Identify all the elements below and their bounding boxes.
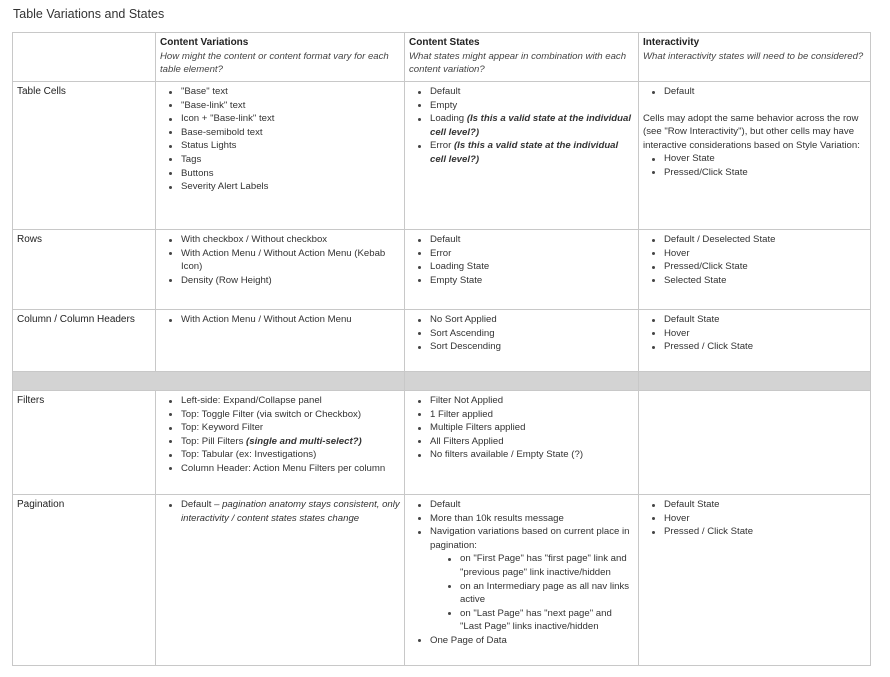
header-content-variations bbox=[156, 33, 405, 82]
list-item: Default State bbox=[664, 498, 866, 512]
list-item: Pressed / Click State bbox=[664, 340, 866, 354]
list-item: Filter Not Applied bbox=[430, 394, 634, 408]
row-label: Pagination bbox=[13, 495, 156, 666]
list-item: Hover bbox=[664, 247, 866, 261]
list-item: Hover State bbox=[664, 152, 866, 166]
list-item: Severity Alert Labels bbox=[181, 180, 400, 194]
list-item: on an Intermediary page as all nav links active bbox=[460, 580, 634, 607]
item-text: Top: Pill Filters bbox=[181, 435, 247, 447]
states-cell bbox=[405, 391, 639, 495]
item-text: Default – bbox=[181, 499, 223, 510]
list-item: Loading State bbox=[430, 260, 634, 274]
header-subtitle: What states might appear in combination with each content variation? bbox=[409, 50, 627, 76]
states-cell bbox=[405, 230, 639, 310]
header-empty-cell bbox=[13, 33, 156, 82]
variations-table bbox=[12, 32, 871, 666]
interactivity-list bbox=[643, 85, 866, 99]
variations-list bbox=[160, 233, 400, 287]
list-item: Status Lights bbox=[181, 139, 400, 153]
variations-list bbox=[160, 394, 400, 476]
header-title: Content States bbox=[409, 37, 480, 48]
list-item: No Sort Applied bbox=[430, 313, 634, 327]
list-item: Error bbox=[430, 247, 634, 261]
header-interactivity bbox=[639, 33, 871, 82]
list-item: Sort Ascending bbox=[430, 327, 634, 341]
separator-cell bbox=[639, 372, 871, 391]
list-item: Default bbox=[430, 233, 634, 247]
table-header-row bbox=[13, 33, 871, 82]
list-item: With Action Menu / Without Action Menu (Kebab Icon) bbox=[181, 247, 400, 274]
list-item: With checkbox / Without checkbox bbox=[181, 233, 400, 247]
item-text: Error bbox=[430, 140, 454, 152]
list-item: Icon + "Base-link" text bbox=[181, 112, 400, 126]
item-note: pagination anatomy stays consistent, only interactivity / content states states change bbox=[181, 499, 400, 524]
list-item: "Base-link" text bbox=[181, 99, 400, 113]
list-item: Empty State bbox=[430, 274, 634, 288]
list-item: Top: Toggle Filter (via switch or Checkbox) bbox=[181, 408, 400, 422]
list-item: Top: Tabular (ex: Investigations) bbox=[181, 448, 400, 462]
list-item: Base-semibold text bbox=[181, 126, 400, 140]
list-item: With Action Menu / Without Action Menu bbox=[181, 313, 400, 327]
list-item: Left-side: Expand/Collapse panel bbox=[181, 394, 400, 408]
variations-list bbox=[160, 313, 400, 327]
list-item: All Filters Applied bbox=[430, 435, 634, 449]
states-cell bbox=[405, 495, 639, 666]
interactivity-sublist bbox=[643, 152, 866, 179]
variations-cell bbox=[156, 230, 405, 310]
variations-cell bbox=[156, 391, 405, 495]
list-item: on "First Page" has "first page" link and "previous page" link inactive/hidden bbox=[460, 552, 634, 579]
list-item bbox=[430, 139, 634, 166]
list-item: Top: Keyword Filter bbox=[181, 421, 400, 435]
item-note: (Is this a valid state at the individual cell level?) bbox=[430, 113, 632, 138]
list-item bbox=[181, 498, 400, 525]
row-label: Table Cells bbox=[13, 82, 156, 230]
list-item: Default bbox=[430, 498, 634, 512]
page-title: Table Variations and States bbox=[13, 7, 165, 21]
separator-row bbox=[13, 372, 871, 391]
interactivity-cell bbox=[639, 495, 871, 666]
item-text: Loading bbox=[430, 113, 467, 125]
list-item: Pressed/Click State bbox=[664, 260, 866, 274]
header-title: Interactivity bbox=[643, 37, 700, 48]
table-row bbox=[13, 82, 871, 230]
interactivity-list bbox=[643, 313, 866, 354]
list-item: Buttons bbox=[181, 167, 400, 181]
table-row bbox=[13, 310, 871, 372]
list-item: on "Last Page" has "next page" and "Last Page" links inactive/hidden bbox=[460, 607, 634, 634]
variations-list bbox=[160, 498, 400, 525]
header-subtitle: How might the content or content format vary for each table element? bbox=[160, 50, 389, 76]
list-item bbox=[181, 435, 400, 449]
list-item bbox=[430, 112, 634, 139]
states-cell bbox=[405, 82, 639, 230]
header-title: Content Variations bbox=[160, 37, 249, 48]
list-item: Hover bbox=[664, 327, 866, 341]
nested-list bbox=[430, 552, 634, 634]
list-item: Default / Deselected State bbox=[664, 233, 866, 247]
row-label: Rows bbox=[13, 230, 156, 310]
header-content-states bbox=[405, 33, 639, 82]
list-item: Sort Descending bbox=[430, 340, 634, 354]
list-item: Empty bbox=[430, 99, 634, 113]
list-item: Default State bbox=[664, 313, 866, 327]
table-row bbox=[13, 391, 871, 495]
states-list bbox=[409, 85, 634, 167]
item-note: (Is this a valid state at the individual cell level?) bbox=[430, 140, 619, 165]
table-row bbox=[13, 230, 871, 310]
states-list bbox=[409, 233, 634, 287]
states-list bbox=[409, 498, 634, 648]
interactivity-cell bbox=[639, 82, 871, 230]
variations-cell bbox=[156, 82, 405, 230]
list-item: Density (Row Height) bbox=[181, 274, 400, 288]
list-item bbox=[430, 525, 634, 634]
list-item: Default bbox=[664, 85, 866, 99]
list-item: One Page of Data bbox=[430, 634, 634, 648]
interactivity-list bbox=[643, 498, 866, 539]
list-item: Multiple Filters applied bbox=[430, 421, 634, 435]
list-item: More than 10k results message bbox=[430, 512, 634, 526]
variations-cell bbox=[156, 495, 405, 666]
list-item: No filters available / Empty State (?) bbox=[430, 448, 634, 462]
row-label: Filters bbox=[13, 391, 156, 495]
header-subtitle: What interactivity states will need to be considered? bbox=[643, 50, 864, 62]
interactivity-cell bbox=[639, 391, 871, 495]
list-item: Hover bbox=[664, 512, 866, 526]
list-item: Tags bbox=[181, 153, 400, 167]
list-item: Column Header: Action Menu Filters per column bbox=[181, 462, 400, 476]
item-note: (single and multi-select?) bbox=[246, 435, 362, 447]
variations-list bbox=[160, 85, 400, 194]
states-list bbox=[409, 313, 634, 354]
list-item: Selected State bbox=[664, 274, 866, 288]
list-item: "Base" text bbox=[181, 85, 400, 99]
separator-cell bbox=[13, 372, 405, 391]
states-cell bbox=[405, 310, 639, 372]
list-item: Pressed/Click State bbox=[664, 166, 866, 180]
item-text: Navigation variations based on current place in pagination: bbox=[430, 526, 630, 551]
row-label: Column / Column Headers bbox=[13, 310, 156, 372]
separator-cell bbox=[405, 372, 639, 391]
table-row bbox=[13, 495, 871, 666]
interactivity-list bbox=[643, 233, 866, 287]
list-item: Pressed / Click State bbox=[664, 525, 866, 539]
states-list bbox=[409, 394, 634, 462]
interactivity-cell bbox=[639, 230, 871, 310]
list-item: 1 Filter applied bbox=[430, 408, 634, 422]
interactivity-note: Cells may adopt the same behavior across the row (see "Row Interactivity"), but other cells may have interactive considerations based on Style Variation: bbox=[643, 112, 860, 151]
variations-cell bbox=[156, 310, 405, 372]
interactivity-cell bbox=[639, 310, 871, 372]
list-item: Default bbox=[430, 85, 634, 99]
